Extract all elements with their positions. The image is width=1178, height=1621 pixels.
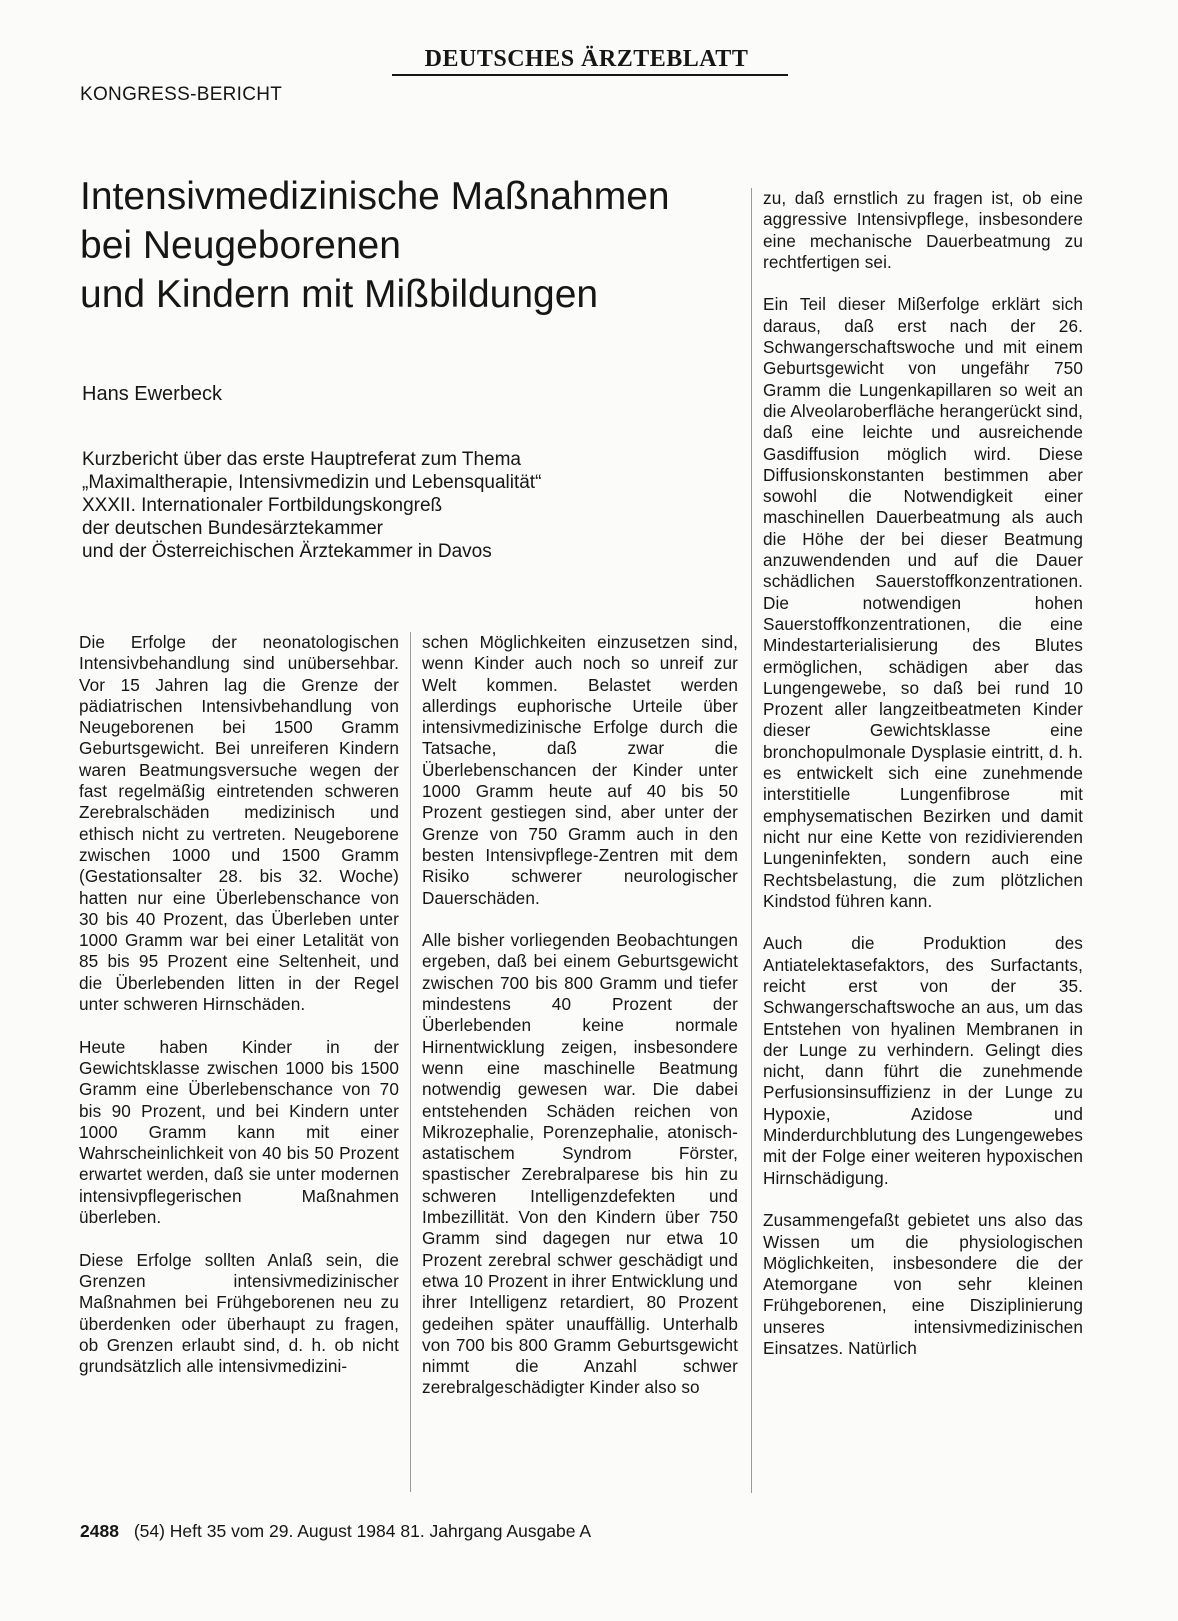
paragraph: schen Möglichkeiten einzusetzen sind, wenn Kinder auch noch so unreif zur Welt kommen. Belastet werden allerdings euphorische Urteile über intensivmedizinische Erfolge durch die Tatsache, daß zwar die Überlebenschancen der Kinder unter 1000 Gramm heute auf 40 bis 50 Prozent gestiegen sind, aber unter der Grenze von 750 Gramm auch in den besten Intensivpflege-Zentren mit dem Risiko schwerer neurologischer Dauerschäden. xyxy=(422,632,738,908)
title-line: und Kindern mit Mißbildungen xyxy=(80,273,599,316)
title-line: Intensivmedizinische Maßnahmen xyxy=(80,175,670,218)
subtitle-line: XXXII. Internationaler Fortbildungskongreß xyxy=(82,495,443,516)
paragraph: Ein Teil dieser Mißerfolge erklärt sich daraus, daß erst nach der 26. Schwangerschaftswoche und mit einem Geburtsgewicht von ungefähr 750 Gramm die Lungenkapillaren so weit an die Alveolaroberfläche herangerückt sind, daß eine leichte und ausreichende Gasdiffusion möglich wird. Diese Diffusionskonstanten bestimmen aber sowohl die Notwendigkeit einer maschinellen Dauerbeatmung als auch die Höhe der bei dieser Beatmung anzuwendenden und auf die Dauer schädlichen Sauerstoffkonzentrationen. Die notwendigen hohen Sauerstoffkonzentrationen, die eine Mindestarterialisierung des Blutes ermöglichen, schädigen aber das Lungengewebe, so daß bei rund 10 Prozent aller langzeitbeatmeten Kinder dieser Gewichtsklasse eine bronchopulmonale Dysplasie eintritt, d. h. es entwickelt sich eine zunehmende interstitielle Lungenfibrose mit emphysematischen Bezirken und damit nicht nur eine Kette von rezidivierenden Lungeninfekten, sondern auch eine Rechtsbelastung, die zum plötzlichen Kindstod führen kann. xyxy=(763,294,1083,911)
title-line: bei Neugeborenen xyxy=(80,224,401,267)
subtitle-line: „Maximaltherapie, Intensivmedizin und Lebensqualität“ xyxy=(82,472,542,493)
article-subtitle xyxy=(82,448,732,563)
text-column-3 xyxy=(763,188,1083,1381)
issue-info: (54) Heft 35 vom 29. August 1984 81. Jahrgang Ausgabe A xyxy=(133,1521,592,1541)
subtitle-line: der deutschen Bundesärztekammer xyxy=(82,518,383,539)
masthead: DEUTSCHES ÄRZTEBLATT xyxy=(424,46,749,72)
paragraph: Alle bisher vorliegenden Beobachtungen ergeben, daß bei einem Geburtsgewicht zwischen 700 bis 800 Gramm und tiefer mindestens 40 Prozent der Überlebenden keine normale Hirnentwicklung zeigen, insbesondere wenn eine maschinelle Beatmung notwendig gewesen war. Die dabei entstehenden Schäden reichen von Mikrozephalie, Porenzephalie, atonisch-astatischem Syndrom Förster, spastischer Zerebralparese bis hin zu schweren Intelligenzdefekten und Imbezillität. Von den Kindern über 750 Gramm sind dagegen nur etwa 10 Prozent zerebral schwer geschädigt und etwa 10 Prozent in ihrer Entwicklung und ihrer Intelligenz retardiert, 80 Prozent gedeihen später unauffällig. Unterhalb von 700 bis 800 Gramm Geburtsgewicht nimmt die Anzahl schwer zerebralgeschädigter Kinder also so xyxy=(422,930,738,1398)
paragraph: Auch die Produktion des Antiatelektasefaktors, des Surfactants, reicht erst von der 35. Schwangerschaftswoche an aus, um das Entstehen von hyalinen Membranen in der Lunge zu verhindern. Gelingt dies nicht, dann führt die zunehmende Perfusionsinsuffizienz in der Lunge zu Hypoxie, Azidose und Minderdurchblutung des Lungengewebes mit der Folge einer weiteren hypoxischen Hirnschädigung. xyxy=(763,933,1083,1188)
page-number: 2488 xyxy=(80,1521,119,1541)
paragraph: Diese Erfolge sollten Anlaß sein, die Grenzen intensivmedizinischer Maßnahmen bei Frühgeborenen neu zu überdenken oder überhaupt zu fragen, ob Grenzen erlaubt sind, d. h. ob nicht grundsätzlich alle intensivmedizini- xyxy=(79,1249,399,1377)
text-column-1 xyxy=(79,632,399,1399)
article-title xyxy=(80,172,740,319)
author: Hans Ewerbeck xyxy=(82,383,223,405)
column-divider xyxy=(751,188,752,1493)
page-footer xyxy=(80,1521,591,1542)
text-column-2 xyxy=(422,632,738,1420)
section-label: KONGRESS-BERICHT xyxy=(80,84,283,105)
subtitle-line: und der Österreichischen Ärztekammer in Davos xyxy=(82,541,492,562)
subtitle-line: Kurzbericht über das erste Hauptreferat zum Thema xyxy=(82,449,521,470)
paragraph: Die Erfolge der neonatologischen Intensivbehandlung sind unübersehbar. Vor 15 Jahren lag die Grenze der pädiatrischen Intensivbehandlung von Neugeborenen bei 1500 Gramm Geburtsgewicht. Bei unreiferen Kindern waren Beatmungsversuche wegen der fast regelmäßig eintretenden schweren Zerebralschäden medizinisch und ethisch nicht zu vertreten. Neugeborene zwischen 1000 und 1500 Gramm (Gestationsalter 28. bis 32. Woche) hatten nur eine Überlebenschance von 30 bis 40 Prozent, das Überleben unter 1000 Gramm war bei einer Letalität von 85 bis 95 Prozent eine Seltenheit, und die Überlebenden litten in der Regel unter schweren Hirnschäden. xyxy=(79,632,399,1015)
paragraph: Zusammengefaßt gebietet uns also das Wissen um die physiologischen Möglichkeiten, insbesondere die der Atemorgane von sehr kleinen Frühgeborenen, eine Disziplinierung unseres intensivmedizinischen Einsatzes. Natürlich xyxy=(763,1210,1083,1359)
paragraph: zu, daß ernstlich zu fragen ist, ob eine aggressive Intensivpflege, insbesondere eine mechanische Dauerbeatmung zu rechtfertigen sei. xyxy=(763,188,1083,272)
paragraph: Heute haben Kinder in der Gewichtsklasse zwischen 1000 bis 1500 Gramm eine Überlebenschance von 70 bis 90 Prozent, und bei Kindern unter 1000 Gramm kann mit einer Wahrscheinlichkeit von 40 bis 50 Prozent erwartet werden, daß sie unter modernen intensivpflegerischen Maßnahmen überleben. xyxy=(79,1036,399,1228)
column-divider xyxy=(410,632,411,1492)
masthead-rule xyxy=(392,74,788,76)
